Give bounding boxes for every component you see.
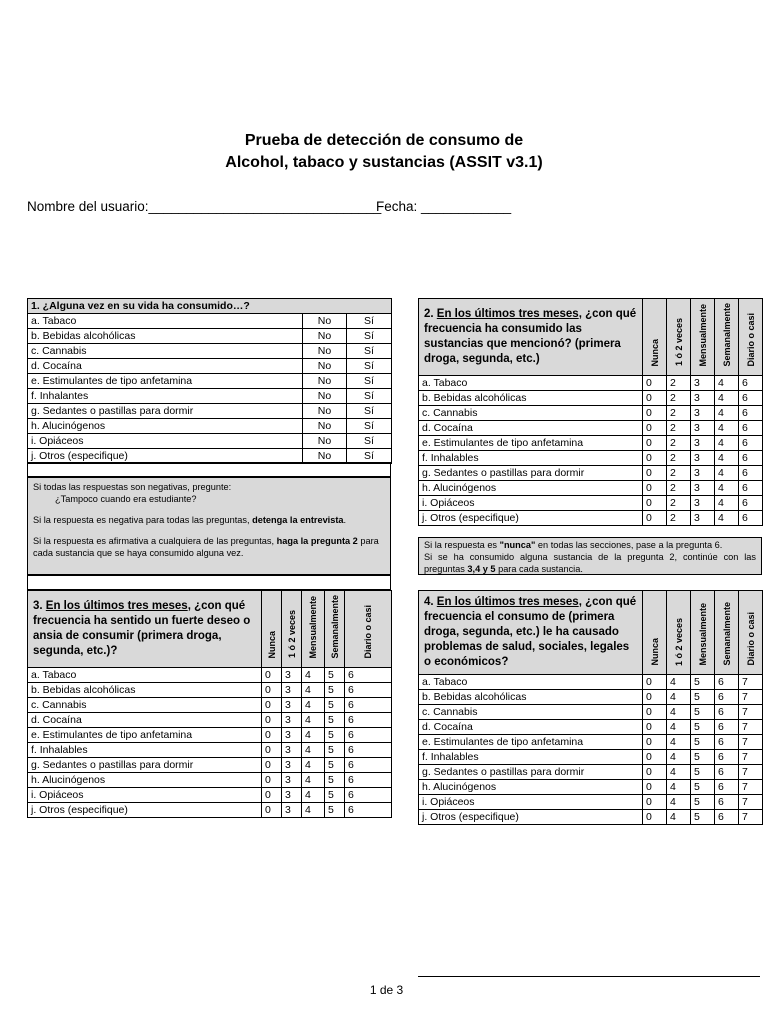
score-option[interactable]: 4 xyxy=(667,690,691,705)
substance-label: f. Inhalables xyxy=(419,450,643,465)
substance-label: g. Sedantes o pastillas para dormir xyxy=(419,465,643,480)
score-option[interactable]: 2 xyxy=(667,390,691,405)
substance-label: b. Bebidas alcohólicas xyxy=(419,390,643,405)
table-row xyxy=(419,375,763,390)
page-number: 1 de 3 xyxy=(369,983,404,997)
question-4-table xyxy=(418,590,763,825)
score-option[interactable]: 4 xyxy=(302,742,325,757)
table-row xyxy=(28,682,392,697)
table-row xyxy=(28,314,392,329)
score-option[interactable]: 6 xyxy=(715,750,739,765)
score-option[interactable]: 0 xyxy=(643,720,667,735)
score-option[interactable]: 7 xyxy=(739,720,763,735)
score-option[interactable]: 0 xyxy=(262,772,282,787)
score-option[interactable]: 4 xyxy=(667,720,691,735)
score-option[interactable]: 5 xyxy=(691,675,715,690)
substance-label: d. Cocaína xyxy=(419,720,643,735)
substance-label: j. Otros (especifique) xyxy=(28,449,303,464)
score-option[interactable]: 5 xyxy=(691,795,715,810)
answer-no-option[interactable]: No xyxy=(303,374,347,389)
score-option[interactable]: 6 xyxy=(345,757,392,772)
score-option[interactable]: 0 xyxy=(643,375,667,390)
score-option[interactable]: 0 xyxy=(643,810,667,825)
score-option[interactable]: 0 xyxy=(643,495,667,510)
table-row xyxy=(419,780,763,795)
table-row xyxy=(419,435,763,450)
substance-label: j. Otros (especifique) xyxy=(419,510,643,525)
score-option[interactable]: 0 xyxy=(643,675,667,690)
column-header: Mensualmente xyxy=(697,603,708,666)
answer-no-option[interactable]: No xyxy=(303,344,347,359)
score-option[interactable]: 5 xyxy=(691,690,715,705)
score-option[interactable]: 6 xyxy=(739,390,763,405)
score-option[interactable]: 2 xyxy=(667,375,691,390)
question-3-table xyxy=(27,590,392,818)
score-option[interactable]: 7 xyxy=(739,765,763,780)
score-option[interactable]: 0 xyxy=(262,682,282,697)
column-header: Diario o casi xyxy=(745,612,756,666)
answer-no-option[interactable]: No xyxy=(303,404,347,419)
score-option[interactable]: 0 xyxy=(643,780,667,795)
score-option[interactable]: 3 xyxy=(282,727,302,742)
score-option[interactable]: 6 xyxy=(715,705,739,720)
score-option[interactable]: 4 xyxy=(667,765,691,780)
score-option[interactable]: 3 xyxy=(282,742,302,757)
score-option[interactable]: 3 xyxy=(282,697,302,712)
column-header: Semanalmente xyxy=(329,595,340,659)
score-option[interactable]: 5 xyxy=(325,742,345,757)
question-1-spacer xyxy=(27,462,391,477)
substance-label: c. Cannabis xyxy=(28,697,262,712)
column-header: Nunca xyxy=(266,631,277,659)
answer-no-option[interactable]: No xyxy=(303,389,347,404)
score-option[interactable]: 0 xyxy=(643,480,667,495)
score-option[interactable]: 0 xyxy=(643,705,667,720)
score-option[interactable]: 0 xyxy=(643,795,667,810)
score-option[interactable]: 3 xyxy=(282,757,302,772)
score-option[interactable]: 0 xyxy=(262,727,282,742)
score-option[interactable]: 3 xyxy=(282,682,302,697)
score-option[interactable]: 3 xyxy=(691,420,715,435)
score-option[interactable]: 4 xyxy=(715,375,739,390)
score-option[interactable]: 2 xyxy=(667,510,691,525)
score-option[interactable]: 4 xyxy=(715,405,739,420)
substance-label: b. Bebidas alcohólicas xyxy=(419,690,643,705)
question-1-bottom-spacer xyxy=(27,575,391,590)
answer-no-option[interactable]: No xyxy=(303,359,347,374)
table-row xyxy=(28,419,392,434)
score-option[interactable]: 0 xyxy=(262,742,282,757)
table-row xyxy=(28,772,392,787)
substance-label: j. Otros (especifique) xyxy=(419,810,643,825)
table-row xyxy=(419,810,763,825)
score-option[interactable]: 6 xyxy=(739,495,763,510)
table-row xyxy=(28,697,392,712)
table-row xyxy=(419,735,763,750)
score-option[interactable]: 4 xyxy=(302,802,325,817)
score-option[interactable]: 4 xyxy=(715,420,739,435)
score-option[interactable]: 6 xyxy=(739,465,763,480)
score-option[interactable]: 5 xyxy=(325,682,345,697)
score-option[interactable]: 5 xyxy=(691,720,715,735)
substance-label: b. Bebidas alcohólicas xyxy=(28,329,303,344)
score-option[interactable]: 5 xyxy=(691,765,715,780)
column-header: Semanalmente xyxy=(721,602,732,666)
answer-yes-option[interactable]: Sí xyxy=(347,434,392,449)
table-row xyxy=(419,705,763,720)
column-header: Nunca xyxy=(649,638,660,666)
score-option[interactable]: 4 xyxy=(715,450,739,465)
score-option[interactable]: 2 xyxy=(667,450,691,465)
score-option[interactable]: 7 xyxy=(739,675,763,690)
score-option[interactable]: 6 xyxy=(345,802,392,817)
substance-label: i. Opiáceos xyxy=(28,434,303,449)
score-option[interactable]: 3 xyxy=(282,772,302,787)
substance-label: i. Opiáceos xyxy=(28,787,262,802)
table-row xyxy=(28,404,392,419)
question-2-table xyxy=(418,298,763,526)
score-option[interactable]: 5 xyxy=(325,727,345,742)
score-option[interactable]: 6 xyxy=(739,405,763,420)
substance-label: d. Cocaína xyxy=(28,712,262,727)
score-option[interactable]: 4 xyxy=(715,495,739,510)
score-option[interactable]: 5 xyxy=(325,757,345,772)
column-header: 1 ó 2 veces xyxy=(673,318,684,367)
score-option[interactable]: 4 xyxy=(302,682,325,697)
column-header: 1 ó 2 veces xyxy=(286,610,297,659)
table-row xyxy=(419,450,763,465)
table-row xyxy=(28,374,392,389)
score-option[interactable]: 3 xyxy=(282,667,302,682)
substance-label: c. Cannabis xyxy=(28,344,303,359)
score-option[interactable]: 4 xyxy=(667,795,691,810)
table-row xyxy=(419,390,763,405)
score-option[interactable]: 7 xyxy=(739,750,763,765)
score-option[interactable]: 4 xyxy=(667,675,691,690)
column-header: Mensualmente xyxy=(308,596,318,659)
score-option[interactable]: 7 xyxy=(739,735,763,750)
table-row xyxy=(419,795,763,810)
score-option[interactable]: 6 xyxy=(345,742,392,757)
score-option[interactable]: 6 xyxy=(739,375,763,390)
table-row xyxy=(419,405,763,420)
table-row xyxy=(419,465,763,480)
question-2-title: 2. En los últimos tres meses, ¿con qué frecuencia ha consumido las sustancias que mencionó? (primera droga, segunda, etc.) xyxy=(419,299,643,376)
table-row xyxy=(28,757,392,772)
score-option[interactable]: 2 xyxy=(667,480,691,495)
substance-label: c. Cannabis xyxy=(419,405,643,420)
substance-label: e. Estimulantes de tipo anfetamina xyxy=(28,374,303,389)
table-row xyxy=(28,712,392,727)
score-option[interactable]: 7 xyxy=(739,780,763,795)
table-row xyxy=(419,720,763,735)
answer-no-option[interactable]: No xyxy=(303,329,347,344)
question-2-instructions: Si la respuesta es "nunca" en todas las secciones, pase a la pregunta 6. Si se ha consumido alguna sustancia de la pregunta 2, continúe con las preguntas 3,4 y 5 para cada sustancia. xyxy=(418,537,762,575)
score-option[interactable]: 0 xyxy=(643,450,667,465)
score-option[interactable]: 5 xyxy=(325,712,345,727)
score-option[interactable]: 4 xyxy=(302,712,325,727)
score-option[interactable]: 2 xyxy=(667,465,691,480)
answer-yes-option[interactable]: Sí xyxy=(347,314,392,329)
score-option[interactable]: 6 xyxy=(345,667,392,682)
score-option[interactable]: 6 xyxy=(715,720,739,735)
score-option[interactable]: 0 xyxy=(643,735,667,750)
score-option[interactable]: 5 xyxy=(691,810,715,825)
score-option[interactable]: 6 xyxy=(345,682,392,697)
table-row xyxy=(419,495,763,510)
score-option[interactable]: 7 xyxy=(739,795,763,810)
answer-yes-option[interactable]: Sí xyxy=(347,419,392,434)
substance-label: h. Alucinógenos xyxy=(28,419,303,434)
substance-label: c. Cannabis xyxy=(419,705,643,720)
score-option[interactable]: 4 xyxy=(302,667,325,682)
score-option[interactable]: 5 xyxy=(325,667,345,682)
substance-label: a. Tabaco xyxy=(28,667,262,682)
score-option[interactable]: 2 xyxy=(667,495,691,510)
table-row xyxy=(28,667,392,682)
substance-label: b. Bebidas alcohólicas xyxy=(28,682,262,697)
score-option[interactable]: 5 xyxy=(691,780,715,795)
score-option[interactable]: 3 xyxy=(691,465,715,480)
score-option[interactable]: 5 xyxy=(325,697,345,712)
score-option[interactable]: 5 xyxy=(691,705,715,720)
question-1-table xyxy=(27,298,392,464)
substance-label: a. Tabaco xyxy=(419,675,643,690)
substance-label: g. Sedantes o pastillas para dormir xyxy=(28,757,262,772)
substance-label: f. Inhalantes xyxy=(28,389,303,404)
score-option[interactable]: 3 xyxy=(282,712,302,727)
score-option[interactable]: 4 xyxy=(302,757,325,772)
substance-label: e. Estimulantes de tipo anfetamina xyxy=(28,727,262,742)
score-option[interactable]: 2 xyxy=(667,420,691,435)
substance-label: h. Alucinógenos xyxy=(28,772,262,787)
score-option[interactable]: 0 xyxy=(262,712,282,727)
score-option[interactable]: 0 xyxy=(643,510,667,525)
score-option[interactable]: 0 xyxy=(262,697,282,712)
column-header: 1 ó 2 veces xyxy=(673,617,684,666)
substance-label: h. Alucinógenos xyxy=(419,780,643,795)
score-option[interactable]: 7 xyxy=(739,810,763,825)
substance-label: e. Estimulantes de tipo anfetamina xyxy=(419,735,643,750)
score-option[interactable]: 5 xyxy=(325,772,345,787)
answer-no-option[interactable]: No xyxy=(303,449,347,464)
title-line-2: Alcohol, tabaco y sustancias (ASSIT v3.1) xyxy=(225,154,543,171)
score-option[interactable]: 0 xyxy=(643,765,667,780)
score-option[interactable]: 3 xyxy=(282,802,302,817)
answer-yes-option[interactable]: Sí xyxy=(347,449,392,464)
column-header: Nunca xyxy=(649,339,660,367)
score-option[interactable]: 3 xyxy=(691,495,715,510)
score-option[interactable]: 4 xyxy=(302,787,325,802)
score-option[interactable]: 6 xyxy=(345,727,392,742)
date-field[interactable]: Fecha: ____________ xyxy=(376,199,512,214)
score-option[interactable]: 0 xyxy=(262,787,282,802)
substance-label: i. Opiáceos xyxy=(419,795,643,810)
score-option[interactable]: 6 xyxy=(739,420,763,435)
score-option[interactable]: 0 xyxy=(262,667,282,682)
score-option[interactable]: 6 xyxy=(739,480,763,495)
score-option[interactable]: 5 xyxy=(691,750,715,765)
answer-yes-option[interactable]: Sí xyxy=(347,329,392,344)
table-row xyxy=(28,359,392,374)
table-row xyxy=(419,420,763,435)
score-option[interactable]: 0 xyxy=(262,757,282,772)
table-row xyxy=(28,329,392,344)
score-option[interactable]: 6 xyxy=(715,675,739,690)
answer-no-option[interactable]: No xyxy=(303,419,347,434)
table-row xyxy=(419,690,763,705)
score-option[interactable]: 2 xyxy=(667,405,691,420)
table-row xyxy=(28,742,392,757)
substance-label: e. Estimulantes de tipo anfetamina xyxy=(419,435,643,450)
answer-yes-option[interactable]: Sí xyxy=(347,374,392,389)
score-option[interactable]: 6 xyxy=(715,690,739,705)
substance-label: g. Sedantes o pastillas para dormir xyxy=(419,765,643,780)
score-option[interactable]: 4 xyxy=(302,727,325,742)
score-option[interactable]: 0 xyxy=(262,802,282,817)
score-option[interactable]: 3 xyxy=(691,390,715,405)
score-option[interactable]: 6 xyxy=(715,795,739,810)
table-row xyxy=(419,480,763,495)
column-header: Semanalmente xyxy=(721,303,732,367)
substance-label: i. Opiáceos xyxy=(419,495,643,510)
score-option[interactable]: 4 xyxy=(715,510,739,525)
score-option[interactable]: 4 xyxy=(667,750,691,765)
answer-yes-option[interactable]: Sí xyxy=(347,344,392,359)
score-option[interactable]: 5 xyxy=(325,802,345,817)
score-option[interactable]: 3 xyxy=(691,435,715,450)
answer-no-option[interactable]: No xyxy=(303,434,347,449)
score-option[interactable]: 6 xyxy=(739,510,763,525)
score-option[interactable]: 0 xyxy=(643,750,667,765)
score-option[interactable]: 6 xyxy=(715,780,739,795)
table-row xyxy=(28,802,392,817)
score-option[interactable]: 4 xyxy=(715,390,739,405)
score-option[interactable]: 3 xyxy=(691,375,715,390)
score-option[interactable]: 4 xyxy=(715,465,739,480)
table-row xyxy=(419,765,763,780)
score-option[interactable]: 4 xyxy=(667,780,691,795)
table-row xyxy=(28,787,392,802)
table-row xyxy=(28,434,392,449)
user-name-field[interactable]: Nombre del usuario:_______________________________ xyxy=(27,199,382,214)
substance-label: d. Cocaína xyxy=(28,359,303,374)
score-option[interactable]: 5 xyxy=(325,787,345,802)
table-row xyxy=(28,389,392,404)
score-option[interactable]: 6 xyxy=(715,735,739,750)
score-option[interactable]: 3 xyxy=(691,405,715,420)
substance-label: a. Tabaco xyxy=(419,375,643,390)
score-option[interactable]: 0 xyxy=(643,420,667,435)
score-option[interactable]: 6 xyxy=(345,787,392,802)
score-option[interactable]: 2 xyxy=(667,435,691,450)
footer-rule xyxy=(418,976,760,977)
substance-label: d. Cocaína xyxy=(419,420,643,435)
substance-label: g. Sedantes o pastillas para dormir xyxy=(28,404,303,419)
column-header: Mensualmente xyxy=(697,304,708,367)
score-option[interactable]: 4 xyxy=(667,810,691,825)
table-row xyxy=(419,510,763,525)
table-row xyxy=(419,675,763,690)
score-option[interactable]: 5 xyxy=(691,735,715,750)
score-option[interactable]: 6 xyxy=(715,810,739,825)
score-option[interactable]: 0 xyxy=(643,435,667,450)
answer-yes-option[interactable]: Sí xyxy=(347,359,392,374)
score-option[interactable]: 4 xyxy=(302,772,325,787)
column-header: Diario o casi xyxy=(363,605,373,659)
answer-yes-option[interactable]: Sí xyxy=(347,389,392,404)
score-option[interactable]: 7 xyxy=(739,705,763,720)
header-fields xyxy=(27,199,512,214)
question-3-title: 3. En los últimos tres meses, ¿con qué frecuencia ha sentido un fuerte deseo o ansia de consumir (primera droga, segunda, etc.)? xyxy=(28,591,262,668)
score-option[interactable]: 6 xyxy=(739,450,763,465)
substance-label: f. Inhalables xyxy=(419,750,643,765)
score-option[interactable]: 6 xyxy=(739,435,763,450)
table-row xyxy=(28,727,392,742)
answer-no-option[interactable]: No xyxy=(303,314,347,329)
substance-label: a. Tabaco xyxy=(28,314,303,329)
question-4-title: 4. En los últimos tres meses, ¿con qué frecuencia el consumo de (primera droga, segunda, etc.) le ha causado problemas de salud, sociales, legales o económicos? xyxy=(419,591,643,675)
score-option[interactable]: 0 xyxy=(643,390,667,405)
score-option[interactable]: 6 xyxy=(715,765,739,780)
score-option[interactable]: 0 xyxy=(643,405,667,420)
score-option[interactable]: 7 xyxy=(739,690,763,705)
score-option[interactable]: 0 xyxy=(643,690,667,705)
answer-yes-option[interactable]: Sí xyxy=(347,404,392,419)
score-option[interactable]: 3 xyxy=(691,510,715,525)
score-option[interactable]: 3 xyxy=(691,450,715,465)
question-1-instructions: Si todas las respuestas son negativas, pregunte: ¿Tampoco cuando era estudiante? Si la respuesta es negativa para todas las preguntas, detenga la entrevista. Si la respuesta es afirmativa a cualquiera de las preguntas, haga la pregunta 2 para cada sustancia que se haya consumido alguna vez. xyxy=(27,477,391,575)
score-option[interactable]: 0 xyxy=(643,465,667,480)
score-option[interactable]: 6 xyxy=(345,772,392,787)
score-option[interactable]: 3 xyxy=(282,787,302,802)
score-option[interactable]: 4 xyxy=(715,435,739,450)
document-title xyxy=(0,130,768,174)
score-option[interactable]: 4 xyxy=(715,480,739,495)
table-row xyxy=(419,750,763,765)
score-option[interactable]: 3 xyxy=(691,480,715,495)
score-option[interactable]: 6 xyxy=(345,697,392,712)
substance-label: f. Inhalables xyxy=(28,742,262,757)
score-option[interactable]: 4 xyxy=(667,705,691,720)
table-row xyxy=(28,344,392,359)
question-1-title: 1. ¿Alguna vez en su vida ha consumido…? xyxy=(28,299,392,314)
substance-label: j. Otros (especifique) xyxy=(28,802,262,817)
title-line-1: Prueba de detección de consumo de xyxy=(244,132,524,149)
score-option[interactable]: 4 xyxy=(667,735,691,750)
substance-label: h. Alucinógenos xyxy=(419,480,643,495)
score-option[interactable]: 6 xyxy=(345,712,392,727)
score-option[interactable]: 4 xyxy=(302,697,325,712)
column-header: Diario o casi xyxy=(745,313,756,367)
